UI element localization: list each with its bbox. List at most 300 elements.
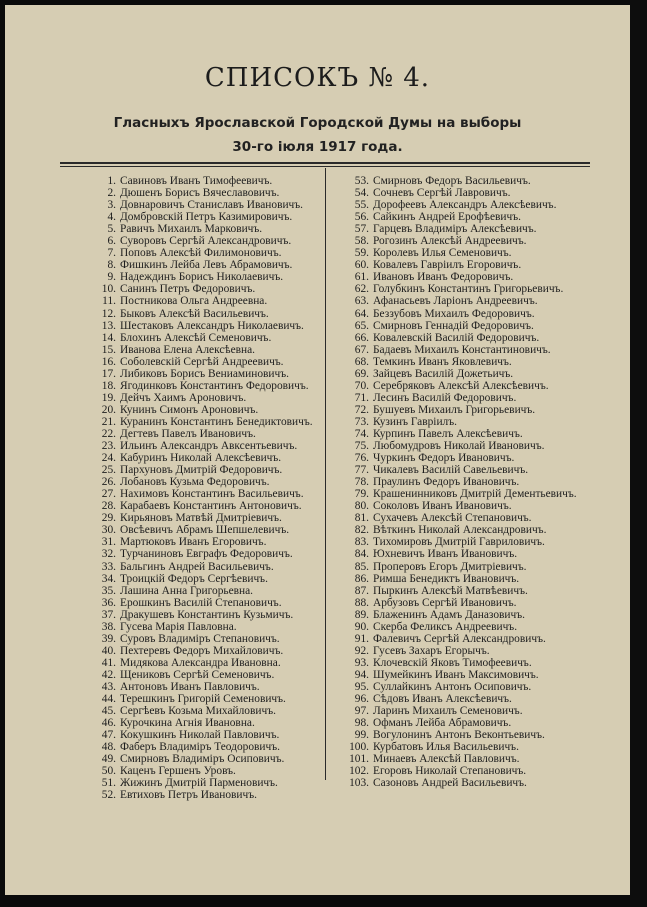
scan-border: [630, 0, 647, 907]
list-item-name: Блаженинъ Адамъ Даназовичъ.: [373, 608, 525, 621]
list-item: [90, 681, 313, 693]
list-item-number: 79.: [354, 488, 369, 501]
list-item-name: Ильинъ Александръ Авксентьевичъ.: [120, 440, 298, 453]
list-item: [338, 609, 577, 621]
list-item-name: Сайкинъ Андрей Ерофѣевичъ.: [373, 211, 521, 224]
list-item: [90, 380, 313, 392]
list-item-number: 58.: [354, 235, 369, 248]
list-item-name: Куранинъ Константинъ Бенедиктовичъ.: [120, 415, 313, 428]
list-item-name: Суворовъ Сергѣй Александровичъ.: [120, 235, 292, 248]
list-item: [338, 657, 577, 669]
list-item-name: Ковалевъ Гавріилъ Егоровичъ.: [373, 259, 522, 272]
list-item-name: Любомудровъ Николай Ивановичъ.: [373, 440, 545, 453]
list-item: [338, 729, 577, 741]
list-item-number: 20.: [101, 403, 116, 416]
list-item-name: Тихомировъ Дмитрій Гавриловичъ.: [373, 536, 545, 549]
list-item-name: Ларинъ Михаилъ Семеновичъ.: [373, 705, 523, 718]
list-item-number: 103.: [349, 777, 369, 790]
list-item: [338, 223, 577, 235]
list-item: [338, 187, 577, 199]
list-item: [338, 247, 577, 259]
list-item-name: Пехтеревъ Федоръ Михайловичъ.: [120, 644, 284, 657]
list-item-number: 33.: [101, 560, 116, 573]
list-item: [338, 705, 577, 717]
list-item: [338, 476, 577, 488]
list-item-number: 16.: [101, 355, 116, 368]
list-item-number: 74.: [354, 427, 369, 440]
list-item: [338, 259, 577, 271]
list-item-name: Вогулонинъ Антонъ Веконтьевичъ.: [373, 729, 545, 742]
list-item-name: Равичъ Михаилъ Марковичъ.: [120, 223, 263, 236]
list-item: [338, 645, 577, 657]
candidate-list-left: [90, 175, 313, 801]
list-item-number: 80.: [354, 500, 369, 513]
list-item-number: 2.: [107, 187, 116, 200]
list-item: [90, 741, 313, 753]
list-item-number: 102.: [349, 765, 369, 778]
list-item-name: Вѣткинъ Николай Александровичъ.: [373, 524, 547, 537]
list-item-name: Кунинъ Симонъ Ароновичъ.: [120, 403, 259, 416]
list-item-number: 31.: [101, 536, 116, 549]
list-item: [338, 368, 577, 380]
list-item-name: Мидякова Александра Ивановна.: [120, 656, 281, 669]
list-item-name: Щениковъ Сергѣй Семеновичъ.: [120, 668, 275, 681]
list-item-name: Сухачевъ Алексѣй Степановичъ.: [373, 512, 532, 525]
list-item-number: 66.: [354, 331, 369, 344]
list-item-number: 52.: [101, 789, 116, 802]
list-item-number: 82.: [354, 524, 369, 537]
list-item-number: 51.: [101, 777, 116, 790]
list-item-number: 42.: [101, 668, 116, 681]
list-item-number: 30.: [101, 524, 116, 537]
list-item: [90, 693, 313, 705]
list-item: [90, 211, 313, 223]
list-item: [90, 271, 313, 283]
list-item-number: 7.: [107, 247, 116, 260]
list-item-name: Жижинъ Дмитрій Парменовичъ.: [120, 777, 278, 790]
list-item: [338, 488, 577, 500]
list-item-name: Дорофеевъ Александръ Алексѣевичъ.: [373, 199, 557, 212]
list-item-number: 85.: [354, 560, 369, 573]
list-item-name: Рогозинъ Алексѣй Андреевичъ.: [373, 235, 527, 248]
list-item: [90, 308, 313, 320]
list-item: [90, 765, 313, 777]
list-item: [338, 175, 577, 187]
list-item-name: Сазоновъ Андрей Васильевичъ.: [373, 777, 527, 790]
list-item: [338, 741, 577, 753]
list-item-name: Савиновъ Иванъ Тимофеевичъ.: [120, 175, 273, 187]
list-item-name: Голубкинъ Константинъ Григорьевичъ.: [373, 283, 564, 296]
list-item: [338, 524, 577, 536]
list-item: [90, 500, 313, 512]
list-item-number: 81.: [354, 512, 369, 525]
list-item-name: Турчаниновъ Евграфъ Федоровичъ.: [120, 548, 293, 561]
list-item-number: 65.: [354, 319, 369, 332]
list-item-name: Кокушкинъ Николай Павловичъ.: [120, 729, 280, 742]
list-item-name: Ивановъ Иванъ Федоровичъ.: [373, 271, 514, 284]
list-item-name: Лашина Анна Григорьевна.: [120, 584, 254, 597]
list-item-name: Фишкинъ Лейба Левъ Абрамовичъ.: [120, 259, 293, 272]
list-item-name: Иванова Елена Алексѣевна.: [120, 343, 256, 356]
list-item-name: Курпинъ Павелъ Алексѣевичъ.: [373, 427, 523, 440]
list-item-number: 40.: [101, 644, 116, 657]
list-item: [90, 356, 313, 368]
list-item-number: 36.: [101, 596, 116, 609]
list-item-number: 72.: [354, 403, 369, 416]
document-page: [5, 5, 630, 895]
list-item: [90, 187, 313, 199]
list-item: [90, 536, 313, 548]
list-item-number: 73.: [354, 415, 369, 428]
list-item-name: Римша Бенедиктъ Ивановичъ.: [373, 572, 520, 585]
list-item-number: 6.: [107, 235, 116, 248]
list-item-name: Суровъ Владиміръ Степановичъ.: [120, 632, 280, 645]
list-item-name: Пархуновъ Дмитрій Федоровичъ.: [120, 464, 283, 477]
list-item-name: Блохинъ Алексѣй Семеновичъ.: [120, 331, 272, 344]
list-item-number: 75.: [354, 440, 369, 453]
list-item-number: 76.: [354, 452, 369, 465]
list-item-name: Юхневичъ Иванъ Ивановичъ.: [373, 548, 518, 561]
list-item-number: 91.: [354, 632, 369, 645]
list-item-number: 35.: [101, 584, 116, 597]
list-item-number: 46.: [101, 717, 116, 730]
list-item: [338, 235, 577, 247]
list-item-number: 37.: [101, 608, 116, 621]
list-item: [338, 765, 577, 777]
list-item: [338, 681, 577, 693]
list-item: [90, 295, 313, 307]
list-item: [90, 223, 313, 235]
list-item: [90, 512, 313, 524]
list-item-number: 48.: [101, 741, 116, 754]
list-item-number: 62.: [354, 283, 369, 296]
list-item: [90, 320, 313, 332]
list-item: [90, 633, 313, 645]
list-item: [90, 368, 313, 380]
list-item-number: 4.: [107, 211, 116, 224]
list-item-number: 43.: [101, 680, 116, 693]
candidate-list-right: [338, 175, 577, 789]
list-item: [90, 777, 313, 789]
list-item-name: Королевъ Илья Семеновичъ.: [373, 247, 512, 260]
list-item-number: 10.: [101, 283, 116, 296]
list-item-number: 100.: [349, 741, 369, 754]
list-item-number: 15.: [101, 343, 116, 356]
list-item-name: Антоновъ Иванъ Павловичъ.: [120, 680, 260, 693]
list-item-name: Постникова Ольга Андреевна.: [120, 295, 268, 308]
list-item-number: 41.: [101, 656, 116, 669]
list-item: [90, 476, 313, 488]
list-item-number: 53.: [354, 175, 369, 187]
list-item-name: Довнаровичъ Станиславъ Ивановичъ.: [120, 199, 304, 212]
list-item: [338, 404, 577, 416]
list-item: [338, 211, 577, 223]
list-item-name: Бушуевъ Михаилъ Григорьевичъ.: [373, 403, 536, 416]
list-item-number: 26.: [101, 476, 116, 489]
list-item-number: 50.: [101, 765, 116, 778]
list-item-number: 34.: [101, 572, 116, 585]
list-item-number: 32.: [101, 548, 116, 561]
list-item-name: Троицкій Федоръ Сергѣевичъ.: [120, 572, 268, 585]
list-item: [338, 428, 577, 440]
list-item-name: Крашенинниковъ Дмитрій Дементьевичъ.: [373, 488, 577, 501]
list-item-name: Поповъ Алексѣй Филимоновичъ.: [120, 247, 282, 260]
list-item: [338, 332, 577, 344]
list-item-name: Ерошкинъ Василій Степановичъ.: [120, 596, 282, 609]
list-item: [338, 561, 577, 573]
list-item-name: Кирьяновъ Матвѣй Дмитріевичъ.: [120, 512, 282, 525]
list-item: [90, 753, 313, 765]
list-item-number: 45.: [101, 705, 116, 718]
list-item-number: 24.: [101, 452, 116, 465]
list-item-name: Сергѣевъ Козьма Михайловичъ.: [120, 705, 276, 718]
list-item-name: Евтиховъ Петръ Ивановичъ.: [120, 789, 257, 802]
list-item-number: 47.: [101, 729, 116, 742]
list-item-name: Овсѣевичъ Абрамъ Шепшелевичъ.: [120, 524, 290, 537]
list-item: [338, 308, 577, 320]
list-item-number: 38.: [101, 620, 116, 633]
list-item-number: 96.: [354, 693, 369, 706]
list-item: [338, 717, 577, 729]
list-item-name: Бальгинъ Андрей Васильевичъ.: [120, 560, 274, 573]
list-item-number: 29.: [101, 512, 116, 525]
header-rule: [60, 162, 590, 164]
list-item-name: Лобановъ Кузьма Федоровичъ.: [120, 476, 270, 489]
list-item-name: Бадаевъ Михаилъ Константиновичъ.: [373, 343, 551, 356]
list-item: [90, 440, 313, 452]
list-item-number: 67.: [354, 343, 369, 356]
list-item-number: 14.: [101, 331, 116, 344]
list-item-name: Быковъ Алексѣй Васильевичъ.: [120, 307, 269, 320]
list-item-name: Дейчъ Хаимъ Ароновичъ.: [120, 391, 247, 404]
list-item-name: Суллайкинъ Антонъ Осиповичъ.: [373, 680, 532, 693]
list-item-name: Карабаевъ Константинъ Антоновичъ.: [120, 500, 302, 513]
list-item-number: 55.: [354, 199, 369, 212]
list-item-name: Соколовъ Иванъ Ивановичъ.: [373, 500, 512, 513]
list-item-number: 49.: [101, 753, 116, 766]
list-item-name: Сочневъ Сергѣй Лавровичъ.: [373, 187, 511, 200]
list-item-name: Каценъ Гершенъ Уровъ.: [120, 765, 236, 778]
list-item: [90, 247, 313, 259]
list-item-name: Минаевъ Алексѣй Павловичъ.: [373, 753, 520, 766]
document-subtitle: Гласныхъ Ярославской Городской Думы на выборы: [113, 115, 522, 131]
list-item-name: Дюшенъ Борисъ Вячеславовичъ.: [120, 187, 280, 200]
list-item: [90, 259, 313, 271]
list-item-number: 95.: [354, 680, 369, 693]
list-item: [338, 283, 577, 295]
list-item: [338, 380, 577, 392]
list-item-number: 88.: [354, 596, 369, 609]
list-item-name: Дракушевъ Константинъ Кузьмичъ.: [120, 608, 294, 621]
list-item-name: Арбузовъ Сергѣй Ивановичъ.: [373, 596, 517, 609]
list-item-name: Смирновъ Федоръ Васильевичъ.: [373, 175, 531, 187]
list-item-number: 87.: [354, 584, 369, 597]
list-item-number: 13.: [101, 319, 116, 332]
list-item-name: Смирновъ Геннадій Федоровичъ.: [373, 319, 534, 332]
list-item: [90, 621, 313, 633]
list-item-number: 44.: [101, 693, 116, 706]
document-date: 30-го іюля 1917 года.: [232, 139, 403, 155]
list-item: [90, 585, 313, 597]
list-item-name: Курочкина Агнія Ивановна.: [120, 717, 255, 730]
list-item: [90, 597, 313, 609]
list-item: [90, 332, 313, 344]
list-item: [338, 621, 577, 633]
list-item-name: Чикалевъ Василій Савельевичъ.: [373, 464, 529, 477]
list-item-name: Егоровъ Николай Степановичъ.: [373, 765, 527, 778]
list-item-number: 5.: [107, 223, 116, 236]
list-item: [90, 199, 313, 211]
list-item: [90, 645, 313, 657]
column-divider: [325, 168, 326, 780]
list-item-number: 68.: [354, 355, 369, 368]
list-item-number: 69.: [354, 367, 369, 380]
list-item-number: 28.: [101, 500, 116, 513]
list-item-number: 83.: [354, 536, 369, 549]
list-item-name: Мартюковъ Иванъ Егоровичъ.: [120, 536, 267, 549]
list-item: [338, 693, 577, 705]
list-item: [90, 548, 313, 560]
list-item-number: 59.: [354, 247, 369, 260]
list-item-number: 11.: [102, 295, 116, 308]
list-item: [90, 452, 313, 464]
list-item-name: Темкинъ Иванъ Яковлевичъ.: [373, 355, 512, 368]
list-item: [338, 295, 577, 307]
list-item-number: 92.: [354, 644, 369, 657]
list-item: [90, 717, 313, 729]
list-item-number: 71.: [354, 391, 369, 404]
list-item: [90, 488, 313, 500]
document-title: СПИСОКЪ № 4.: [204, 63, 431, 93]
list-item-number: 99.: [354, 729, 369, 742]
list-item: [338, 753, 577, 765]
list-item-number: 98.: [354, 717, 369, 730]
list-item-name: Кузинъ Гавріилъ.: [373, 415, 457, 428]
list-item-number: 22.: [101, 427, 116, 440]
list-item-number: 57.: [354, 223, 369, 236]
list-item: [338, 392, 577, 404]
list-item: [90, 392, 313, 404]
list-item-name: Гусева Марія Павловна.: [120, 620, 237, 633]
list-item: [338, 777, 577, 789]
list-item-number: 17.: [101, 367, 116, 380]
list-item: [90, 573, 313, 585]
list-item-name: Пыркинъ Алексѣй Матвѣевичъ.: [373, 584, 528, 597]
list-item-number: 63.: [354, 295, 369, 308]
list-item-number: 18.: [101, 379, 116, 392]
list-item-name: Лесинъ Василій Федоровичъ.: [373, 391, 517, 404]
list-item: [338, 500, 577, 512]
list-item: [90, 669, 313, 681]
list-item-name: Санинъ Петръ Федоровичъ.: [120, 283, 256, 296]
list-item-number: 60.: [354, 259, 369, 272]
list-item: [90, 235, 313, 247]
list-item-name: Ягодинковъ Константинъ Федоровичъ.: [120, 379, 309, 392]
list-item: [90, 705, 313, 717]
list-item: [90, 175, 313, 187]
list-item-number: 3.: [107, 199, 116, 212]
list-item-number: 56.: [354, 211, 369, 224]
list-item-number: 64.: [354, 307, 369, 320]
list-item-name: Гусевъ Захаръ Егорычъ.: [373, 644, 490, 657]
list-item-number: 89.: [354, 608, 369, 621]
list-item-number: 94.: [354, 668, 369, 681]
list-item: [338, 416, 577, 428]
list-item-name: Курбатовъ Илья Васильевичъ.: [373, 741, 519, 754]
list-item: [90, 789, 313, 801]
list-item: [90, 344, 313, 356]
list-item: [338, 440, 577, 452]
list-item-name: Шестаковъ Александръ Николаевичъ.: [120, 319, 304, 332]
list-item-number: 93.: [354, 656, 369, 669]
list-item-name: Проперовъ Егоръ Дмитріевичъ.: [373, 560, 527, 573]
list-item: [90, 524, 313, 536]
list-item-name: Гарцевъ Владиміръ Алексѣевичъ.: [373, 223, 537, 236]
list-item-number: 1.: [107, 175, 116, 187]
list-item: [338, 464, 577, 476]
list-item-name: Домбровскій Петръ Казимировичъ.: [120, 211, 293, 224]
list-item-number: 12.: [101, 307, 116, 320]
list-item-name: Серебряковъ Алексѣй Алексѣевичъ.: [373, 379, 549, 392]
list-item: [338, 536, 577, 548]
list-item-name: Скерба Феликсъ Андреевичъ.: [373, 620, 518, 633]
list-item-name: Кабуринъ Николай Алексѣевичъ.: [120, 452, 282, 465]
list-item: [338, 573, 577, 585]
list-item-name: Смирновъ Владиміръ Осиповичъ.: [120, 753, 285, 766]
list-item: [338, 271, 577, 283]
list-item-number: 86.: [354, 572, 369, 585]
list-item-number: 19.: [101, 391, 116, 404]
list-item: [90, 428, 313, 440]
list-item-number: 9.: [107, 271, 116, 284]
list-item-name: Шумейкинъ Иванъ Максимовичъ.: [373, 668, 539, 681]
list-item-number: 25.: [101, 464, 116, 477]
list-item: [90, 416, 313, 428]
list-item-name: Чуркинъ Федоръ Ивановичъ.: [373, 452, 515, 465]
list-item-number: 27.: [101, 488, 116, 501]
list-item: [338, 585, 577, 597]
list-item-name: Клочевскій Яковъ Тимофеевичъ.: [373, 656, 532, 669]
list-item: [338, 512, 577, 524]
header-rule-thin: [60, 166, 590, 167]
list-item: [338, 356, 577, 368]
list-item-name: Надеждинъ Борисъ Николаевичъ.: [120, 271, 284, 284]
list-item-number: 78.: [354, 476, 369, 489]
list-item-name: Афанасьевъ Ларіонъ Андреевичъ.: [373, 295, 538, 308]
list-item-name: Соболевскій Сергѣй Андреевичъ.: [120, 355, 284, 368]
list-item: [338, 597, 577, 609]
list-item-number: 61.: [354, 271, 369, 284]
list-item-name: Зайцевъ Василій Дожетьичъ.: [373, 367, 514, 380]
list-item: [338, 344, 577, 356]
list-item: [338, 452, 577, 464]
list-item-name: Праулинъ Федоръ Ивановичъ.: [373, 476, 520, 489]
list-item-name: Фалевичъ Сергѣй Александровичъ.: [373, 632, 546, 645]
list-item-number: 97.: [354, 705, 369, 718]
list-item: [90, 464, 313, 476]
list-item: [338, 669, 577, 681]
list-item-number: 90.: [354, 620, 369, 633]
list-item-name: Беззубовъ Михаилъ Федоровичъ.: [373, 307, 535, 320]
list-item-number: 23.: [101, 440, 116, 453]
list-item-name: Нахимовъ Константинъ Васильевичъ.: [120, 488, 304, 501]
list-item-name: Терешкинъ Григорій Семеновичъ.: [120, 693, 286, 706]
list-item-name: Ковалевскій Василій Федоровичъ.: [373, 331, 540, 344]
list-item: [90, 283, 313, 295]
list-item: [338, 199, 577, 211]
list-item-name: Дегтевъ Павелъ Ивановичъ.: [120, 427, 256, 440]
list-item: [90, 404, 313, 416]
